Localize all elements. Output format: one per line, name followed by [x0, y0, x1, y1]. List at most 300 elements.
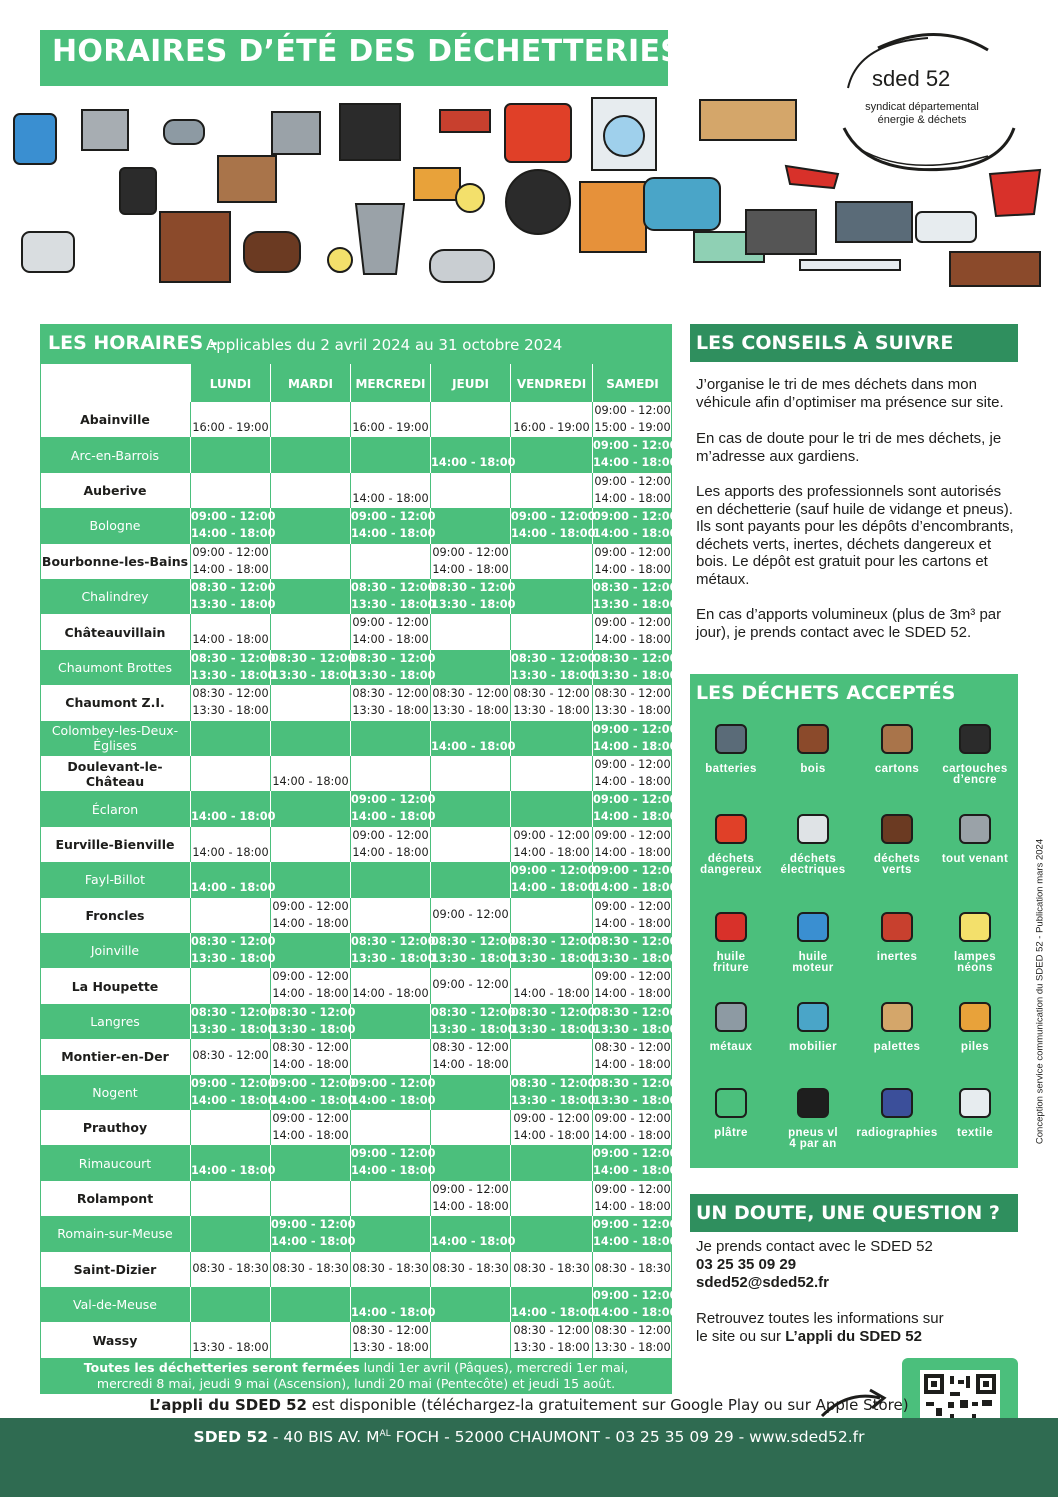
- schedule-cell: [190, 1145, 276, 1180]
- schedule-cell: [430, 1039, 510, 1074]
- schedule-cell: [510, 614, 592, 649]
- table-row: [40, 1181, 672, 1216]
- schedule-cell: [270, 1145, 350, 1180]
- time-range: 14:00 - 18:00: [511, 1306, 596, 1319]
- accepted-waste-item: [934, 906, 1016, 974]
- time-range: 09:00 - 12:00: [272, 1112, 349, 1125]
- time-range: 08:30 - 12:00: [511, 651, 596, 665]
- time-range: 14:00 - 18:00: [352, 845, 429, 859]
- accepted-waste-label-line2: moteur: [792, 962, 834, 974]
- schedule-cell: [430, 544, 510, 579]
- accepted-waste-label-line1: cartouches: [942, 763, 1008, 775]
- time-range: 08:30 - 12:00: [594, 687, 671, 701]
- time-range: 09:00 - 12:00: [352, 828, 429, 842]
- time-range: 09:00 - 12:00: [432, 1182, 509, 1196]
- schedule-cell: [190, 1039, 270, 1074]
- schedule-cell: [510, 898, 592, 933]
- closure-notice: [40, 1358, 672, 1394]
- schedule-cell: [510, 1075, 596, 1110]
- time-range: 08:30 - 18:30: [272, 1261, 349, 1275]
- accepted-waste-label: [856, 952, 938, 963]
- closure-notice-line1: lundi 1er avril (Pâques), mercredi 1er mai,: [363, 1360, 629, 1375]
- time-range: 09:00 - 12:00: [594, 616, 671, 630]
- schedule-cell: [430, 614, 510, 649]
- table-row: [40, 1039, 672, 1074]
- schedule-cell: [592, 756, 672, 791]
- table-row: [40, 721, 678, 756]
- ink-cartridge-icon: [955, 718, 995, 758]
- schedule-cell: [350, 544, 430, 579]
- accepted-waste-item: [856, 1082, 938, 1139]
- accepted-waste-label-line2: d’encre: [953, 774, 997, 786]
- conseils-p1: J’organise le tri de mes déchets dans mon véhicule afin d’optimiser ma présence sur site.: [696, 376, 1004, 411]
- accepted-waste-label-line1: pneus vl: [788, 1127, 838, 1139]
- time-range: 16:00 - 19:00: [192, 421, 269, 434]
- schedule-cell: [510, 862, 596, 897]
- schedule-cell: [270, 898, 350, 933]
- log-icon: [877, 808, 917, 848]
- schedule-cell: [270, 544, 350, 579]
- time-range: 14:00 - 18:00: [594, 916, 671, 930]
- schedule-cell: [592, 1216, 678, 1251]
- schedule-cell: [510, 1145, 592, 1180]
- schedule-cell: [592, 579, 678, 614]
- accepted-waste-item: [690, 808, 772, 876]
- question-phone[interactable]: 03 25 35 09 29: [696, 1256, 797, 1273]
- time-range: 09:00 - 12:00: [594, 899, 671, 913]
- site-name: Chaumont Brottes: [58, 659, 172, 675]
- footer-org: SDED 52: [193, 1428, 268, 1446]
- time-range: 08:30 - 12:00: [432, 1041, 509, 1055]
- accepted-waste-item: [690, 718, 772, 775]
- time-range: 13:30 - 18:00: [511, 952, 596, 965]
- schedule-cell: [270, 1039, 350, 1074]
- time-range: 09:00 - 12:00: [593, 1147, 678, 1161]
- armchair-icon: [793, 996, 833, 1036]
- frying-pot-icon: [711, 906, 751, 946]
- schedule-cell: [270, 685, 350, 720]
- accepted-waste-label: [934, 1128, 1016, 1139]
- table-row: [40, 685, 672, 720]
- battery-cell-icon: [955, 996, 995, 1036]
- schedule-subtitle: Applicables du 2 avril 2024 au 31 octobre 2024: [206, 336, 563, 354]
- site-name: Abainville: [80, 412, 150, 428]
- accepted-waste-label: [934, 952, 1016, 974]
- schedule-cell: [592, 1039, 672, 1074]
- time-range: 08:30 - 12:00: [271, 1005, 356, 1019]
- site-name: Châteauvillain: [64, 624, 166, 640]
- schedule-cell: [350, 437, 430, 472]
- schedule-cell: [350, 402, 430, 437]
- accepted-waste-label-line1: tout venant: [941, 853, 1009, 865]
- schedule-cell: [190, 1110, 270, 1145]
- time-range: 14:00 - 18:00: [593, 1235, 678, 1249]
- time-range: 14:00 - 18:00: [271, 1235, 356, 1249]
- time-range: 09:00 - 12:00: [593, 793, 678, 807]
- schedule-cell: [350, 1287, 436, 1322]
- schedule-cell: [190, 614, 270, 649]
- time-range: 14:00 - 18:00: [513, 1129, 590, 1142]
- time-range: 08:30 - 12:00: [511, 1005, 596, 1019]
- schedule-cell: [430, 791, 510, 826]
- schedule-cell: [510, 1252, 592, 1287]
- schedule-cell: [270, 508, 350, 543]
- time-range: 08:30 - 12:00: [593, 581, 678, 594]
- time-range: 14:00 - 18:00: [272, 1129, 349, 1142]
- accepted-waste-label-line1: batteries: [705, 763, 757, 775]
- schedule-cell: [510, 791, 592, 826]
- metal-pipes-icon: [711, 996, 751, 1036]
- time-range: 13:30 - 18:00: [351, 598, 436, 611]
- accepted-waste-label-line1: huile: [798, 951, 828, 963]
- schedule-cell: [592, 898, 672, 933]
- schedule-cell: [592, 933, 678, 968]
- accepted-waste-item: [690, 906, 772, 974]
- question-email[interactable]: sded52@sded52.fr: [696, 1274, 830, 1291]
- accepted-waste-label: [934, 854, 1016, 865]
- schedule-cell: [592, 862, 678, 897]
- time-range: 13:30 - 18:00: [513, 1341, 590, 1355]
- schedule-cell: [190, 756, 270, 791]
- question-line5-text: le site ou sur: [696, 1328, 782, 1345]
- accepted-waste-item: [856, 808, 938, 876]
- logo-subtitle: syndicat départemental énergie & déchets: [865, 101, 979, 126]
- time-range: 13:30 - 18:00: [593, 668, 678, 682]
- table-row: [40, 968, 672, 1003]
- schedule-cell: [350, 827, 430, 862]
- site-name: Montier-en-Der: [61, 1049, 169, 1065]
- time-range: 14:00 - 18:00: [191, 881, 276, 895]
- column-header: VENDREDI: [510, 364, 592, 402]
- time-range: 08:30 - 12:00: [593, 651, 678, 665]
- schedule-cell: [350, 1039, 430, 1074]
- time-range: 14:00 - 18:00: [511, 527, 596, 541]
- schedule-cell: [270, 933, 350, 968]
- time-range: 14:00 - 18:00: [351, 1164, 436, 1178]
- time-range: 13:30 - 18:00: [431, 1022, 516, 1036]
- time-range: 14:00 - 18:00: [594, 633, 671, 647]
- time-range: 08:30 - 12:00: [594, 1324, 671, 1338]
- site-name: Val-de-Meuse: [73, 1297, 157, 1313]
- time-range: 09:00 - 12:00: [511, 864, 596, 878]
- site-name: Eurville-Bienville: [55, 836, 175, 852]
- schedule-cell: [592, 1252, 672, 1287]
- time-range: 08:30 - 12:00: [192, 1049, 269, 1063]
- plaster-bag-icon: [711, 1082, 751, 1122]
- accepted-waste-label: [772, 952, 854, 974]
- schedule-cell: [190, 862, 276, 897]
- accepted-waste-label: [772, 764, 854, 775]
- time-range: 13:30 - 18:00: [191, 668, 276, 682]
- app-name[interactable]: L’appli du SDED 52: [149, 1396, 307, 1414]
- table-row: [40, 791, 678, 826]
- time-range: 08:30 - 12:00: [593, 1076, 678, 1090]
- time-range: 08:30 - 12:00: [351, 581, 436, 594]
- question-line5: [696, 1328, 1022, 1346]
- time-range: 14:00 - 18:00: [593, 527, 678, 541]
- schedule-cell: [592, 1322, 672, 1357]
- site-name: Nogent: [92, 1084, 138, 1100]
- site-name: Bourbonne-les-Bains: [41, 553, 189, 569]
- site-name: Froncles: [85, 907, 145, 923]
- time-range: 09:00 - 12:00: [432, 545, 509, 559]
- time-range: 13:30 - 18:00: [594, 704, 671, 718]
- accepted-waste-label: [690, 952, 772, 974]
- table-row: [40, 862, 678, 897]
- schedule-cell: [510, 756, 592, 791]
- schedule-cell: [350, 1110, 430, 1145]
- time-range: 08:30 - 12:00: [594, 1041, 671, 1055]
- time-range: 08:30 - 12:00: [351, 935, 436, 948]
- time-range: 13:30 - 18:00: [191, 952, 276, 965]
- table-row: [40, 544, 672, 579]
- schedule-cell: [430, 508, 510, 543]
- time-range: 09:00 - 12:00: [351, 1147, 436, 1161]
- schedule-cell: [510, 402, 592, 437]
- time-range: 08:30 - 12:00: [192, 687, 269, 701]
- schedule-cell: [510, 1322, 592, 1357]
- time-range: 08:30 - 12:00: [593, 1005, 678, 1019]
- time-range: 08:30 - 12:00: [352, 1324, 429, 1338]
- time-range: 09:00 - 12:00: [432, 978, 509, 992]
- schedule-cell: [430, 898, 510, 933]
- site-name: Joinville: [90, 943, 140, 959]
- site-name: Saint-Dizier: [73, 1261, 157, 1277]
- question-line4: Retrouvez toutes les informations sur: [696, 1310, 944, 1327]
- schedule-cell: [190, 791, 276, 826]
- time-range: 09:00 - 12:00: [272, 970, 349, 984]
- time-range: 08:30 - 12:00: [351, 651, 436, 665]
- question-app-link[interactable]: L’appli du SDED 52: [785, 1328, 922, 1345]
- footer-address-2: FOCH - 52000 CHAUMONT - 03 25 35 09 29 - www.sded52.fr: [390, 1428, 865, 1446]
- time-range: 14:00 - 18:00: [191, 1093, 276, 1107]
- schedule-cell: [510, 508, 596, 543]
- accepted-waste-label: [772, 1128, 854, 1150]
- schedule-cell: [190, 650, 276, 685]
- schedule-cell: [350, 756, 430, 791]
- schedule-cell: [270, 1181, 350, 1216]
- time-range: 13:30 - 18:00: [593, 598, 678, 611]
- schedule-cell: [350, 1252, 430, 1287]
- schedule-cell: [190, 898, 270, 933]
- time-range: 09:00 - 12:00: [511, 510, 596, 524]
- accepted-waste-label: [934, 1042, 1016, 1053]
- time-range: 14:00 - 18:00: [593, 456, 678, 470]
- schedule-cell: [350, 473, 430, 508]
- question-title: UN DOUTE, UNE QUESTION ?: [696, 1202, 1000, 1224]
- time-range: 13:30 - 18:00: [432, 704, 509, 718]
- time-range: 09:00 - 12:00: [351, 1076, 436, 1090]
- schedule-cell: [350, 579, 436, 614]
- schedule-cell: [190, 437, 270, 472]
- schedule-cell: [270, 721, 350, 756]
- table-row: [40, 402, 672, 437]
- schedule-cell: [270, 1110, 350, 1145]
- time-range: 08:30 - 12:00: [191, 651, 276, 665]
- time-range: 08:30 - 18:30: [352, 1261, 429, 1275]
- schedule-cell: [510, 579, 592, 614]
- accepted-waste-label-line1: métaux: [709, 1041, 753, 1053]
- schedule-cell: [270, 579, 350, 614]
- schedule-cell: [592, 968, 672, 1003]
- schedule-cell: [510, 968, 592, 1003]
- time-range: 09:00 - 12:00: [594, 1112, 671, 1125]
- time-range: 08:30 - 12:00: [431, 1005, 516, 1019]
- site-name: Doulevant-le-Château: [67, 758, 163, 789]
- schedule-cell: [350, 1181, 430, 1216]
- schedule-cell: [350, 614, 430, 649]
- table-row: [40, 1322, 672, 1357]
- schedule-cell: [270, 968, 350, 1003]
- footer-text: [0, 1428, 1058, 1446]
- time-range: 13:30 - 18:00: [191, 598, 276, 611]
- time-range: 14:00 - 18:00: [431, 1235, 516, 1249]
- schedule-cell: [592, 1145, 678, 1180]
- accepted-waste-item: [690, 996, 772, 1053]
- schedule-cell: [430, 1252, 510, 1287]
- table-row: [40, 473, 672, 508]
- table-row: [40, 508, 678, 543]
- schedule-cell: [510, 1287, 596, 1322]
- time-range: 08:30 - 18:30: [432, 1261, 509, 1275]
- schedule-cell: [592, 685, 672, 720]
- site-name: Arc-en-Barrois: [70, 447, 160, 463]
- schedule-cell: [510, 1039, 592, 1074]
- schedule-cell: [350, 685, 430, 720]
- time-range: 08:30 - 12:00: [511, 935, 596, 948]
- time-range: 13:30 - 18:00: [511, 668, 596, 682]
- conseils-title: LES CONSEILS À SUIVRE: [696, 332, 954, 354]
- time-range: 13:30 - 18:00: [593, 1093, 678, 1107]
- accepted-waste-label-line1: bois: [800, 763, 826, 775]
- schedule-cell: [592, 1004, 678, 1039]
- schedule-cell: [510, 1181, 592, 1216]
- table-row: [40, 827, 672, 862]
- column-header: SAMEDI: [592, 364, 672, 402]
- schedule-cell: [350, 898, 430, 933]
- accepted-waste-label-line1: plâtre: [714, 1127, 748, 1139]
- time-range: 09:00 - 12:00: [191, 510, 276, 524]
- accepted-waste-label-line1: piles: [960, 1041, 990, 1053]
- table-row: [40, 437, 678, 472]
- time-range: 13:30 - 18:00: [431, 952, 516, 965]
- table-row: [40, 1252, 672, 1287]
- schedule-cell: [592, 437, 678, 472]
- schedule-cell: [190, 721, 270, 756]
- time-range: 09:00 - 12:00: [594, 1182, 671, 1196]
- schedule-cell: [430, 473, 510, 508]
- schedule-cell: [190, 473, 270, 508]
- time-range: 09:00 - 12:00: [593, 439, 678, 453]
- table-row: [40, 933, 678, 968]
- schedule-cell: [510, 827, 592, 862]
- time-range: 14:00 - 18:00: [594, 775, 671, 788]
- schedule-cell: [510, 721, 592, 756]
- schedule-cell: [592, 791, 678, 826]
- time-range: 13:30 - 18:00: [271, 1022, 356, 1036]
- schedule-cell: [510, 650, 596, 685]
- time-range: 14:00 - 18:00: [511, 881, 596, 895]
- schedule-cell: [350, 721, 430, 756]
- time-range: 08:30 - 12:00: [431, 581, 516, 594]
- time-range: 14:00 - 18:00: [272, 1058, 349, 1072]
- schedule-cell: [510, 473, 592, 508]
- time-range: 14:00 - 18:00: [513, 845, 590, 859]
- tshirt-icon: [955, 1082, 995, 1122]
- column-header: LUNDI: [190, 364, 270, 402]
- schedule-cell: [430, 1145, 510, 1180]
- schedule-cell: [430, 437, 516, 472]
- time-range: 09:00 - 12:00: [594, 758, 671, 771]
- site-name: Prauthoy: [82, 1120, 148, 1136]
- bricks-icon: [877, 906, 917, 946]
- schedule-cell: [190, 579, 276, 614]
- accepted-waste-label: [690, 854, 772, 876]
- table-row: [40, 1004, 678, 1039]
- accepted-waste-item: [934, 808, 1016, 865]
- schedule-cell: [592, 508, 678, 543]
- time-range: 14:00 - 18:00: [272, 916, 349, 930]
- app-availability: [0, 1396, 1058, 1414]
- site-name: Éclaron: [91, 801, 139, 817]
- footer-address-1: - 40 BIS AV. M: [267, 1428, 380, 1446]
- accepted-waste-label-line1: inertes: [876, 951, 918, 963]
- site-name: Rolampont: [76, 1190, 154, 1206]
- accepted-waste-label-line2: électriques: [780, 864, 846, 876]
- time-range: 08:30 - 12:00: [431, 935, 516, 948]
- time-range: 14:00 - 18:00: [351, 527, 436, 541]
- accepted-waste-item: [690, 1082, 772, 1139]
- time-range: 14:00 - 18:00: [352, 987, 429, 1001]
- accepted-waste-item: [772, 996, 854, 1053]
- time-range: 08:30 - 12:00: [511, 1076, 596, 1090]
- waste-illustrations-icon: [0, 92, 1058, 302]
- accepted-waste-label: [772, 1042, 854, 1053]
- schedule-cell: [190, 508, 276, 543]
- time-range: 08:30 - 18:30: [594, 1261, 671, 1275]
- time-range: 09:00 - 12:00: [594, 828, 671, 842]
- schedule-cell: [190, 1075, 276, 1110]
- time-range: 08:30 - 12:00: [191, 1005, 276, 1019]
- schedule-cell: [350, 1004, 430, 1039]
- schedule-cell: [350, 508, 436, 543]
- time-range: 09:00 - 12:00: [594, 404, 671, 417]
- time-range: 14:00 - 18:00: [271, 1093, 356, 1107]
- time-range: 14:00 - 18:00: [272, 987, 349, 1001]
- time-range: 09:00 - 12:00: [593, 1289, 678, 1302]
- accepted-waste-label: [690, 1128, 772, 1139]
- schedule-cell: [430, 933, 516, 968]
- conseils-p3: Les apports des professionnels sont autorisés en déchetterie (sauf huile de vidange et pneus). Ils sont payants pour les dépôts d’encombrants, déchets verts, inertes, déchets dangereux et bois. Le dépôt est gratuit pour les cartons et métaux.: [696, 483, 1014, 588]
- time-range: 14:00 - 18:00: [351, 810, 436, 824]
- schedule-cell: [430, 1216, 516, 1251]
- time-range: 09:00 - 12:00: [513, 1112, 590, 1125]
- time-range: 14:00 - 18:00: [432, 562, 509, 576]
- schedule-cell: [190, 685, 270, 720]
- time-range: 13:30 - 18:00: [192, 704, 269, 718]
- schedule-cell: [510, 1004, 596, 1039]
- time-range: 08:30 - 18:30: [192, 1261, 269, 1275]
- time-range: 14:00 - 18:00: [192, 633, 269, 647]
- schedule-cell: [270, 791, 350, 826]
- time-range: 09:00 - 12:00: [351, 793, 436, 807]
- time-range: 13:30 - 18:00: [192, 1341, 269, 1355]
- schedule-cell: [592, 1287, 678, 1322]
- time-range: 09:00 - 12:00: [594, 970, 671, 984]
- schedule-cell: [270, 650, 356, 685]
- schedule-cell: [270, 437, 350, 472]
- schedule-cell: [270, 614, 350, 649]
